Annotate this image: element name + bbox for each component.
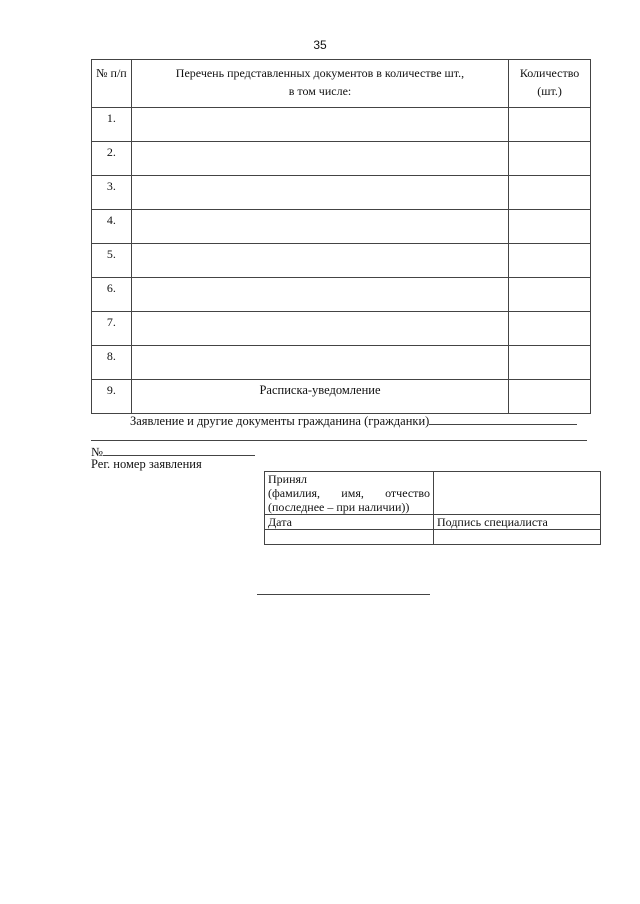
row-number: 4. bbox=[92, 210, 132, 244]
accepted-label bbox=[265, 472, 434, 515]
document-cell bbox=[131, 210, 508, 244]
signature-line bbox=[257, 594, 430, 595]
row-number: 5. bbox=[92, 244, 132, 278]
signature-value bbox=[434, 530, 601, 545]
accepted-label-line2: (фамилия, имя, отчество bbox=[268, 486, 430, 500]
quantity-cell bbox=[509, 312, 591, 346]
header-quantity-line2: (шт.) bbox=[537, 84, 562, 98]
receipt-title: Расписка-уведомление bbox=[259, 383, 381, 397]
applicant-continuation-blank bbox=[91, 440, 587, 441]
quantity-cell bbox=[509, 142, 591, 176]
quantity-cell bbox=[509, 210, 591, 244]
row-number: 3. bbox=[92, 176, 132, 210]
statement-line bbox=[130, 412, 577, 429]
accepted-label-line3: (последнее – при наличии)) bbox=[268, 500, 410, 514]
document-cell bbox=[131, 176, 508, 210]
acceptance-table bbox=[264, 471, 601, 545]
table-row bbox=[92, 312, 591, 346]
quantity-cell bbox=[509, 278, 591, 312]
header-document-list-line1: Перечень представленных документов в количестве шт., bbox=[175, 66, 465, 80]
statement-text: Заявление и другие документы гражданина (гражданки) bbox=[130, 414, 430, 428]
document-cell bbox=[131, 346, 508, 380]
header-quantity-line1: Количество bbox=[519, 66, 580, 80]
quantity-cell bbox=[509, 346, 591, 380]
quantity-cell bbox=[509, 244, 591, 278]
registration-number-label: Рег. номер заявления bbox=[91, 457, 202, 471]
document-cell bbox=[131, 244, 508, 278]
table-row bbox=[92, 210, 591, 244]
header-document-list-line2: в том числе: bbox=[288, 84, 352, 98]
registration-number-blank bbox=[103, 443, 255, 456]
row-number: 7. bbox=[92, 312, 132, 346]
row-number: 8. bbox=[92, 346, 132, 380]
row-number: 6. bbox=[92, 278, 132, 312]
document-cell bbox=[131, 108, 508, 142]
table-row bbox=[92, 176, 591, 210]
values-row bbox=[265, 530, 601, 545]
table-row bbox=[92, 142, 591, 176]
header-quantity bbox=[509, 60, 591, 108]
accepted-label-line1: Принял bbox=[268, 472, 308, 486]
accepted-value bbox=[434, 472, 601, 515]
header-document-list bbox=[131, 60, 508, 108]
applicant-name-blank bbox=[429, 412, 577, 425]
table-row bbox=[92, 244, 591, 278]
table-row bbox=[92, 278, 591, 312]
quantity-cell bbox=[509, 176, 591, 210]
table-row bbox=[92, 108, 591, 142]
documents-table bbox=[91, 59, 591, 414]
signature-label: Подпись специалиста bbox=[434, 515, 601, 530]
row-number: 2. bbox=[92, 142, 132, 176]
document-cell bbox=[131, 142, 508, 176]
header-number-text: № п/п bbox=[96, 66, 127, 80]
table-row bbox=[92, 346, 591, 380]
quantity-cell bbox=[509, 108, 591, 142]
documents-table-header bbox=[92, 60, 591, 108]
row-number: 9. bbox=[92, 380, 132, 414]
row-number: 1. bbox=[92, 108, 132, 142]
document-cell bbox=[131, 312, 508, 346]
date-value bbox=[265, 530, 434, 545]
accepted-row bbox=[265, 472, 601, 515]
date-label: Дата bbox=[265, 515, 434, 530]
number-sign: № bbox=[91, 445, 103, 459]
header-number bbox=[92, 60, 132, 108]
page-number: 35 bbox=[313, 38, 327, 52]
document-cell bbox=[131, 278, 508, 312]
labels-row bbox=[265, 515, 601, 530]
